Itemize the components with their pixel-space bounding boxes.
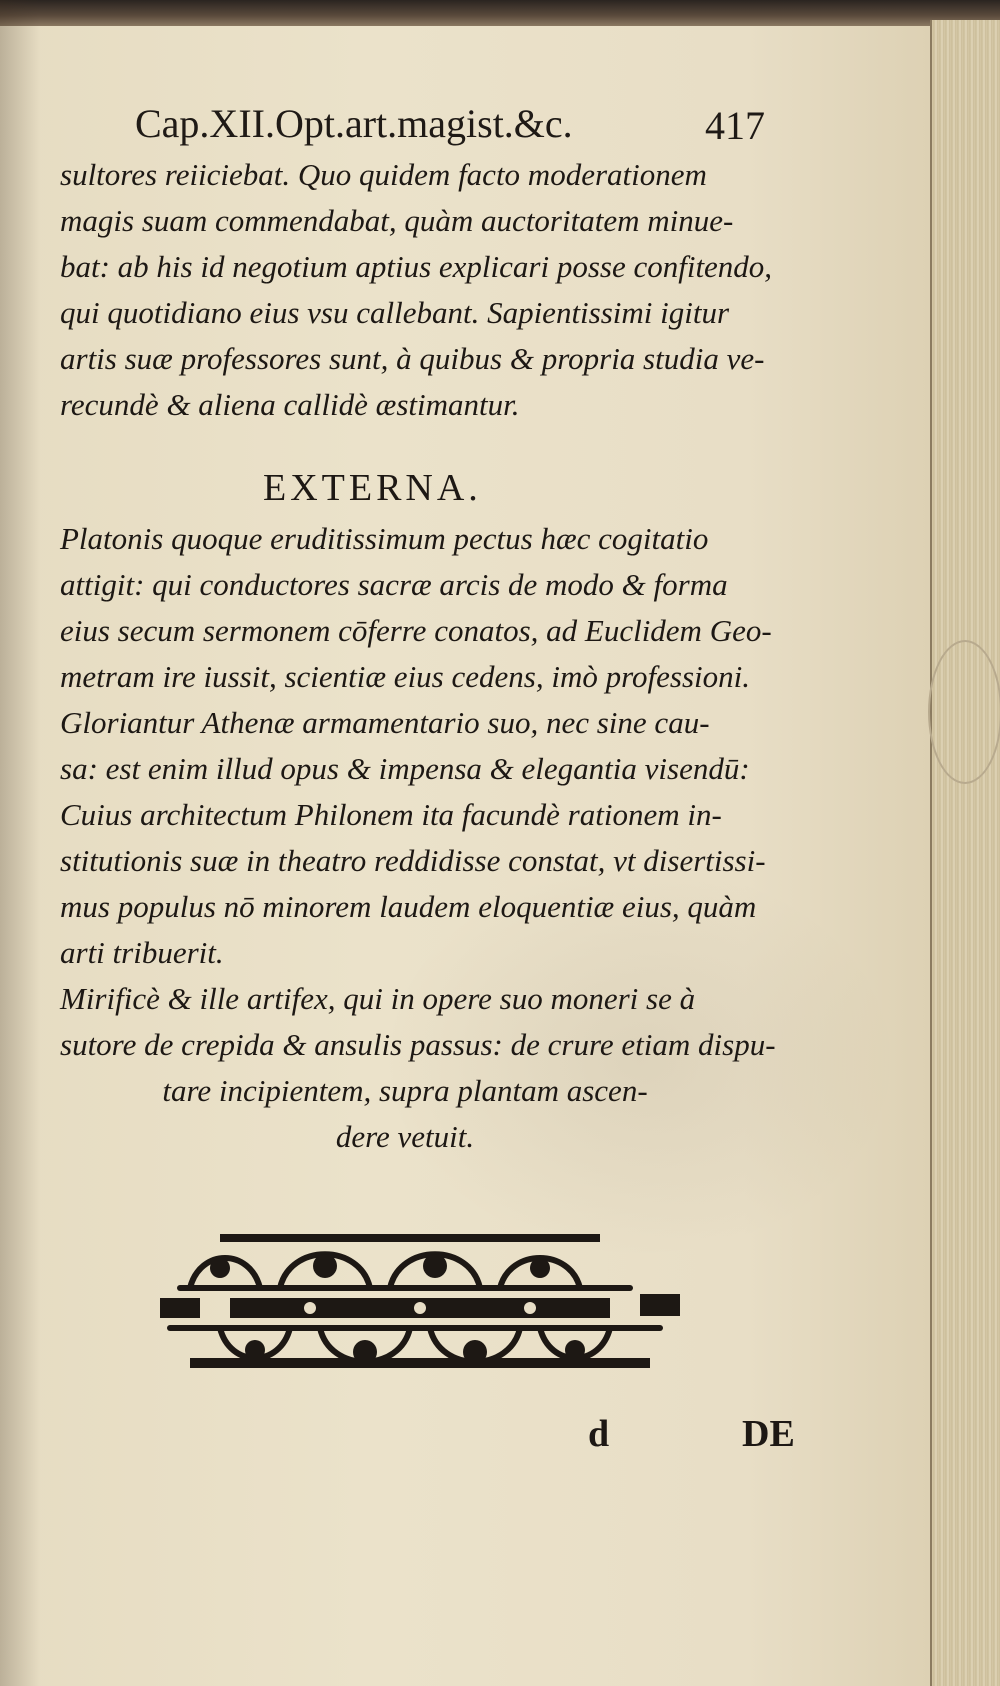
text-line: tare incipientem, supra plantam ascen- xyxy=(162,1073,648,1108)
text-line: Gloriantur Athenæ armamentario suo, nec sine cau- xyxy=(60,705,710,740)
book-top-edge xyxy=(0,0,1000,26)
ornamental-tailpiece xyxy=(160,1228,680,1374)
text-line: dere vetuit. xyxy=(335,1119,475,1154)
paragraph-1 xyxy=(60,152,810,428)
text-line: arti tribuerit. xyxy=(60,935,224,970)
signature-mark: d xyxy=(588,1413,610,1455)
text-line: magis suam commendabat, quàm auctoritatem minue- xyxy=(60,203,734,238)
paragraph-3 xyxy=(60,700,810,976)
page-fore-edge xyxy=(930,20,1000,1686)
text-line: artis suæ professores sunt, à quibus & propria studia ve- xyxy=(60,341,765,376)
text-line: sutore de crepida & ansulis passus: de crure etiam dispu- xyxy=(60,1027,776,1062)
text-line: Cuius architectum Philonem ita facundè rationem in- xyxy=(60,797,722,832)
page-number: 417 xyxy=(705,103,765,148)
text-line: mus populus nō minorem laudem eloquentiæ eius, quàm xyxy=(60,889,757,924)
running-header xyxy=(135,100,765,150)
paragraph-4 xyxy=(60,976,810,1160)
text-line: attigit: qui conductores sacræ arcis de modo & forma xyxy=(60,567,728,602)
clip-ring xyxy=(928,640,1000,784)
text-line: qui quotidiano eius vsu callebant. Sapientissimi igitur xyxy=(60,295,730,330)
text-line: sultores reiiciebat. Quo quidem facto moderationem xyxy=(60,157,707,192)
text-line: metram ire iussit, scientiæ eius cedens, imò professioni. xyxy=(60,659,750,694)
text-line: sa: est enim illud opus & impensa & elegantia visendū: xyxy=(60,751,750,786)
section-heading: EXTERNA. xyxy=(263,467,482,509)
spine-shadow xyxy=(0,0,40,1686)
text-line: bat: ab his id negotium aptius explicari posse confitendo, xyxy=(60,249,773,284)
catchword: DE xyxy=(742,1413,795,1455)
paragraph-2 xyxy=(60,516,810,700)
text-line: stitutionis suæ in theatro reddidisse constat, vt disertissi- xyxy=(60,843,766,878)
text-line: Platonis quoque eruditissimum pectus hæc cogitatio xyxy=(60,521,709,556)
text-line: recundè & aliena callidè æstimantur. xyxy=(60,387,520,422)
text-line: Mirificè & ille artifex, qui in opere suo moneri se à xyxy=(60,981,696,1016)
text-line: eius secum sermonem cōferre conatos, ad Euclidem Geo- xyxy=(60,613,772,648)
running-title: Cap.XII.Opt.art.magist.&c. xyxy=(135,101,573,146)
